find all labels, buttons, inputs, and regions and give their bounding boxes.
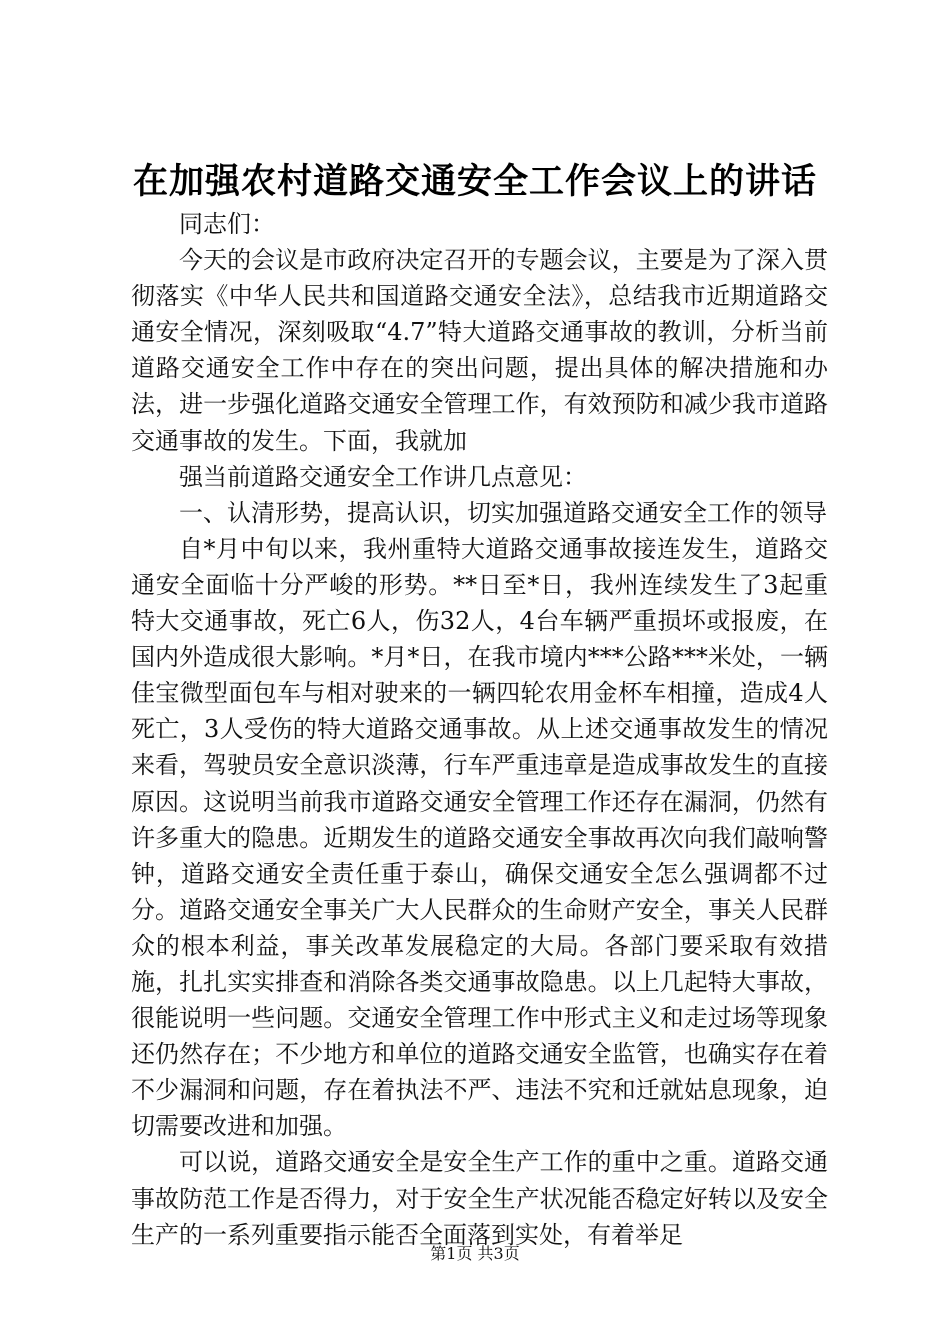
salutation: 同志们： bbox=[179, 210, 275, 238]
document-title: 在加强农村道路交通安全工作会议上的讲话 bbox=[132, 161, 817, 202]
document-body bbox=[131, 206, 828, 1253]
body-paragraph: 自*月中旬以来，我州重特大道路交通事故接连发生，道路交通安全面临十分严峻的形势。**日至*日，我州连续发生了3起重特大交通事故，死亡6人，伤32人，4台车辆严重损坏或报废，在国内外造成很大影响。*月*日，在我市境内***公路***米处，一辆佳宝微型面包车与相对驶来的一辆四轮农用金杯车相撞，造成4人死亡，3人受伤的特大道路交通事故。从上述交通事故发生的情况来看，驾驶员安全意识淡薄，行车严重违章是造成事故发生的直接原因。这说明当前我市道路交通安全管理工作还存在漏洞，仍然有许多重大的隐患。近期发生的道路交通安全事故再次向我们敲响警钟，道路交通安全责任重于泰山，确保交通安全怎么强调都不过分。道路交通安全事关广大人民群众的生命财产安全，事关人民群众的根本利益，事关改革发展稳定的大局。各部门要采取有效措施，扎扎实实排查和消除各类交通事故隐患。以上几起特大事故，很能说明一些问题。交通安全管理工作中形式主义和走过场等现象还仍然存在；不少地方和单位的道路交通安全监管，也确实存在着不少漏洞和问题，存在着执法不严、违法不究和迁就姑息现象，迫切需要改进和加强。 bbox=[131, 534, 828, 1141]
body-paragraph: 可以说，道路交通安全是安全生产工作的重中之重。道路交通事故防范工作是否得力，对于安全生产状况能否稳定好转以及安全生产的一系列重要指示能否全面落到实处，有着举足 bbox=[131, 1148, 828, 1249]
page-footer: 第1页 共3页 bbox=[430, 1244, 520, 1263]
section-heading: 一、认清形势，提高认识，切实加强道路交通安全工作的领导 bbox=[179, 498, 827, 527]
body-paragraph: 今天的会议是市政府决定召开的专题会议，主要是为了深入贯彻落实《中华人民共和国道路交通安全法》，总结我市近期道路交通安全情况，深刻吸取“4.7”特大道路交通事故的教训，分析当前道路交通安全工作中存在的突出问题，提出具体的解决措施和办法，进一步强化道路交通安全管理工作，有效预防和减少我市道路交通事故的发生。下面，我就加 bbox=[131, 246, 828, 455]
body-paragraph: 强当前道路交通安全工作讲几点意见： bbox=[179, 462, 587, 491]
